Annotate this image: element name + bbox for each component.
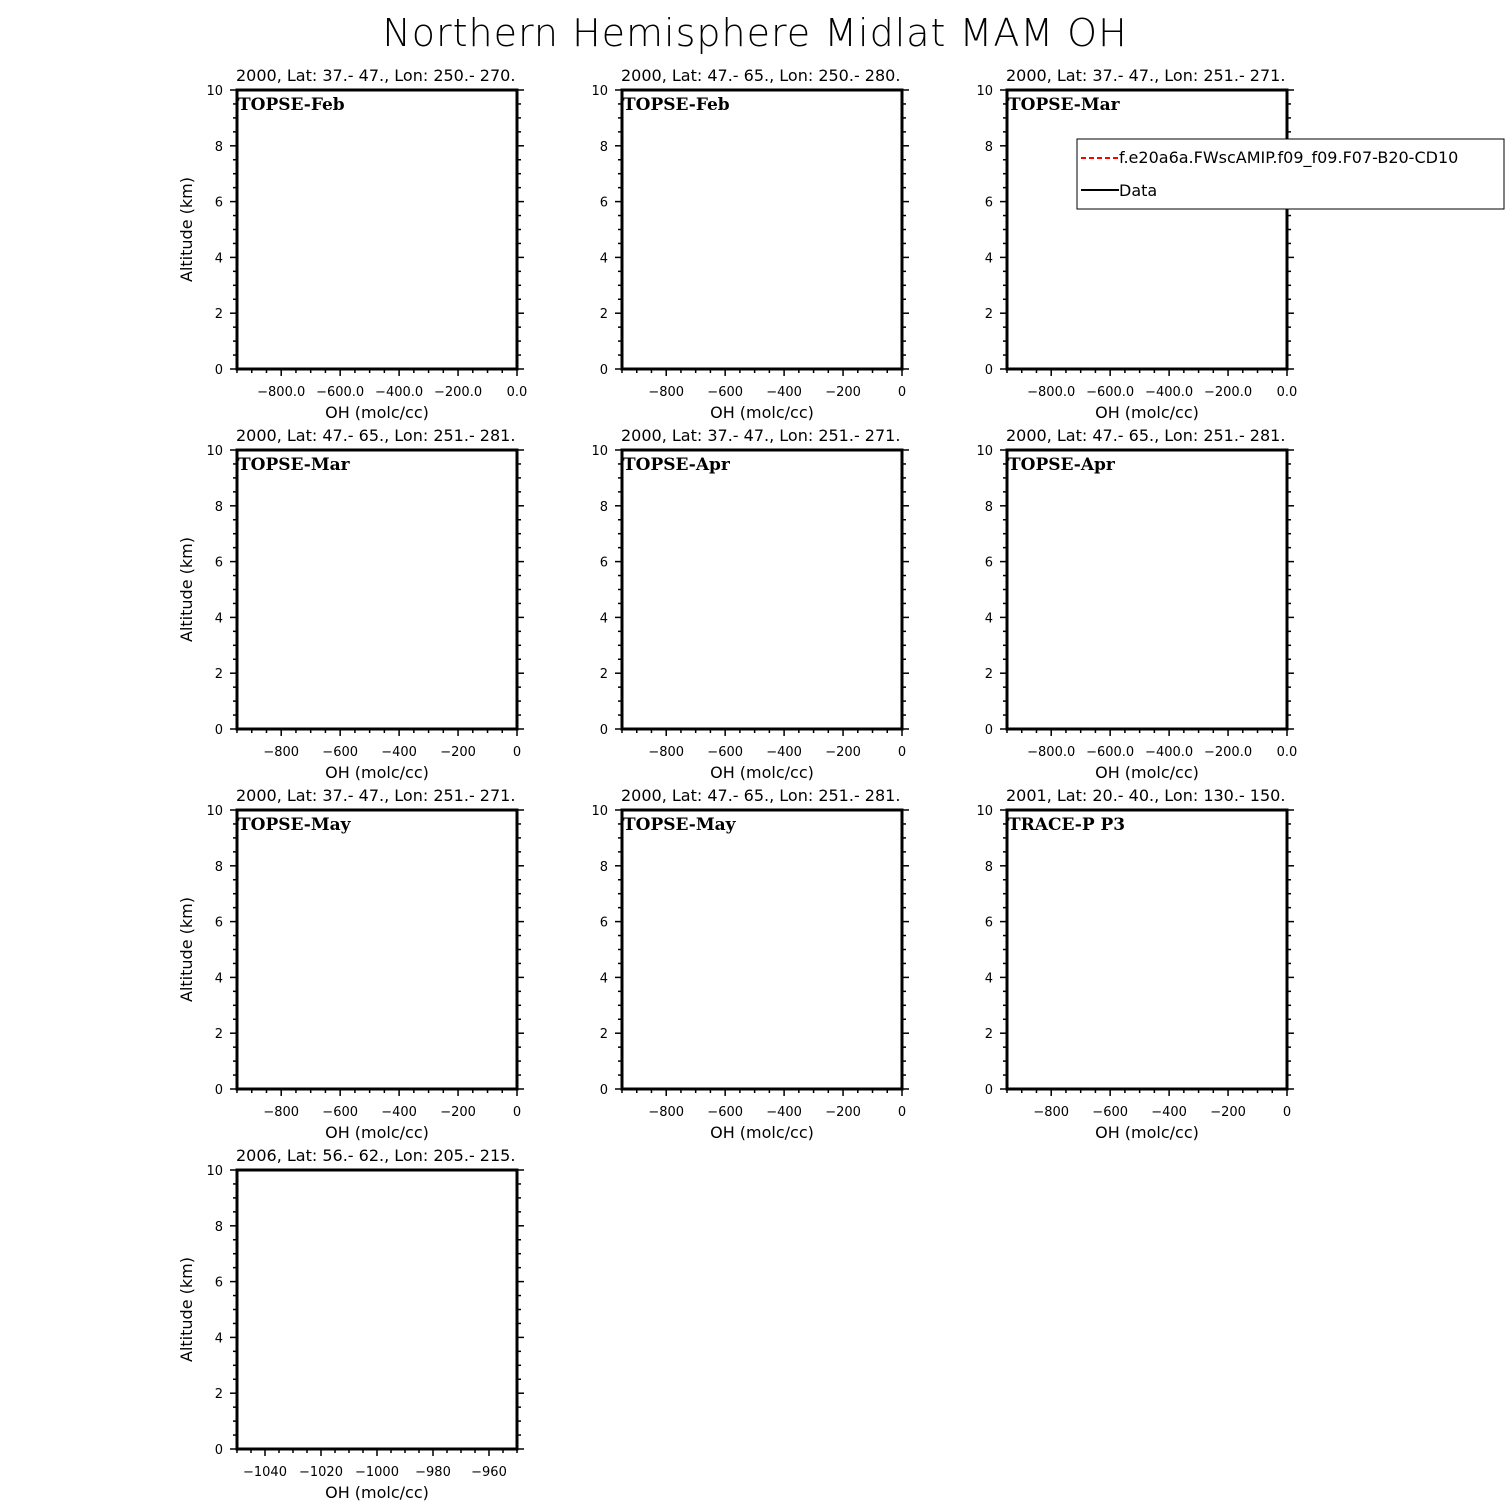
x-tick-label: −1040 — [243, 1465, 287, 1480]
x-tick-label: 0.0 — [1276, 385, 1298, 400]
y-tick-label: 8 — [984, 859, 993, 875]
x-tick-label: −400 — [766, 1105, 802, 1120]
y-tick-label: 4 — [214, 971, 223, 987]
x-tick-label: 0 — [512, 1105, 522, 1120]
panel-title: 2000, Lat: 47.- 65., Lon: 251.- 281. — [621, 786, 901, 805]
x-tick-label: 0.0 — [506, 385, 528, 400]
x-tick-label: −200 — [825, 385, 861, 400]
x-tick-label: −600.0 — [1086, 385, 1135, 400]
y-tick-label: 4 — [984, 611, 993, 627]
y-tick-label: 4 — [984, 251, 993, 267]
panel — [976, 786, 1294, 1142]
panel-title: 2000, Lat: 47.- 65., Lon: 251.- 281. — [1006, 426, 1286, 445]
y-tick-label: 0 — [984, 1083, 993, 1098]
x-tick-label: −980 — [415, 1465, 451, 1480]
panel-title: 2000, Lat: 37.- 47., Lon: 250.- 270. — [236, 66, 516, 85]
panels — [177, 66, 1297, 1502]
campaign-label: TOPSE-May — [623, 815, 736, 835]
y-axis-label: Altitude (km) — [177, 897, 196, 1002]
plot-frame — [237, 450, 517, 729]
y-tick-label: 10 — [206, 804, 223, 819]
y-tick-label: 6 — [214, 915, 223, 931]
plot-frame — [237, 810, 517, 1089]
x-tick-label: 0 — [512, 745, 522, 760]
x-axis-label: OH (molc/cc) — [1095, 1123, 1199, 1142]
y-tick-label: 4 — [599, 971, 608, 987]
y-tick-label: 2 — [984, 667, 993, 683]
x-tick-label: −200 — [1210, 1105, 1246, 1120]
y-tick-label: 2 — [599, 667, 608, 683]
x-tick-label: −400 — [766, 385, 802, 400]
x-axis-label: OH (molc/cc) — [325, 403, 429, 422]
y-tick-label: 8 — [599, 859, 608, 875]
plot-frame — [1007, 810, 1287, 1089]
y-tick-label: 10 — [976, 84, 993, 99]
x-tick-label: −400.0 — [375, 385, 424, 400]
x-tick-label: 0 — [897, 385, 907, 400]
x-tick-label: −600.0 — [1086, 745, 1135, 760]
y-tick-label: 2 — [214, 667, 223, 683]
x-tick-label: −400 — [381, 1105, 417, 1120]
y-tick-label: 6 — [984, 915, 993, 931]
panel-title: 2000, Lat: 47.- 65., Lon: 251.- 281. — [236, 426, 516, 445]
x-tick-label: −400.0 — [1145, 385, 1194, 400]
y-axis-label: Altitude (km) — [177, 537, 196, 642]
campaign-label: TOPSE-May — [238, 815, 351, 835]
x-axis-label: OH (molc/cc) — [1095, 403, 1199, 422]
x-tick-label: −800 — [648, 385, 685, 400]
y-tick-label: 8 — [214, 1219, 223, 1235]
y-tick-label: 10 — [976, 444, 993, 459]
y-tick-label: 8 — [599, 139, 608, 155]
y-tick-label: 10 — [591, 804, 608, 819]
plot-frame — [622, 90, 902, 369]
panel-title: 2000, Lat: 37.- 47., Lon: 251.- 271. — [236, 786, 516, 805]
y-tick-label: 4 — [214, 1331, 223, 1347]
x-tick-label: −800 — [1033, 1105, 1070, 1120]
campaign-label: TOPSE-Mar — [1008, 95, 1120, 115]
y-tick-label: 0 — [214, 1083, 223, 1098]
y-tick-label: 4 — [984, 971, 993, 987]
x-tick-label: −1020 — [299, 1465, 343, 1480]
plot-frame — [622, 810, 902, 1089]
panel — [177, 786, 524, 1142]
x-tick-label: −600 — [707, 745, 744, 760]
y-tick-label: 4 — [214, 611, 223, 627]
plot-frame — [1007, 450, 1287, 729]
y-axis-label: Altitude (km) — [177, 1257, 196, 1362]
y-tick-label: 0 — [599, 723, 608, 738]
x-tick-label: −600 — [707, 1105, 744, 1120]
panel-title: 2001, Lat: 20.- 40., Lon: 130.- 150. — [1006, 786, 1286, 805]
x-tick-label: −200 — [825, 745, 861, 760]
y-tick-label: 6 — [214, 555, 223, 571]
x-tick-label: −600.0 — [316, 385, 365, 400]
y-tick-label: 4 — [599, 251, 608, 267]
y-tick-label: 2 — [984, 307, 993, 323]
panel — [177, 1146, 524, 1502]
panel-title: 2000, Lat: 37.- 47., Lon: 251.- 271. — [1006, 66, 1286, 85]
legend-label-data: Data — [1119, 181, 1158, 200]
x-tick-label: −200.0 — [1203, 385, 1253, 400]
panel — [976, 426, 1297, 782]
y-tick-label: 0 — [599, 363, 608, 378]
y-tick-label: 0 — [984, 363, 993, 378]
y-tick-label: 6 — [984, 555, 993, 571]
x-axis-label: OH (molc/cc) — [1095, 763, 1199, 782]
campaign-label: TOPSE-Feb — [623, 95, 730, 115]
panel-title: 2000, Lat: 47.- 65., Lon: 250.- 280. — [621, 66, 901, 85]
y-tick-label: 10 — [976, 804, 993, 819]
x-tick-label: −1000 — [355, 1465, 399, 1480]
panel — [591, 66, 909, 422]
x-tick-label: −400 — [1151, 1105, 1187, 1120]
legend — [1077, 139, 1504, 209]
y-tick-label: 6 — [214, 195, 223, 211]
y-tick-label: 0 — [214, 1443, 223, 1458]
y-tick-label: 10 — [206, 444, 223, 459]
plot-frame — [237, 1170, 517, 1449]
plot-frame — [237, 90, 517, 369]
x-tick-label: 0 — [897, 1105, 907, 1120]
y-tick-label: 2 — [984, 1027, 993, 1043]
y-tick-label: 2 — [599, 1027, 608, 1043]
campaign-label: TOPSE-Apr — [1008, 455, 1115, 475]
panel — [177, 66, 527, 422]
y-tick-label: 10 — [591, 444, 608, 459]
x-tick-label: −400 — [381, 745, 417, 760]
x-tick-label: −200.0 — [1203, 745, 1253, 760]
x-tick-label: −800.0 — [1027, 745, 1076, 760]
x-tick-label: 0 — [1282, 1105, 1292, 1120]
x-tick-label: −600 — [707, 385, 744, 400]
x-tick-label: −400 — [766, 745, 802, 760]
x-tick-label: −800.0 — [1027, 385, 1076, 400]
x-axis-label: OH (molc/cc) — [325, 1123, 429, 1142]
plot-frame — [622, 450, 902, 729]
y-tick-label: 10 — [206, 84, 223, 99]
campaign-label: TOPSE-Apr — [623, 455, 730, 475]
x-tick-label: −800.0 — [257, 385, 306, 400]
campaign-label: TOPSE-Mar — [238, 455, 350, 475]
x-axis-label: OH (molc/cc) — [710, 763, 814, 782]
y-tick-label: 10 — [206, 1164, 223, 1179]
y-tick-label: 8 — [214, 139, 223, 155]
x-tick-label: 0.0 — [1276, 745, 1298, 760]
x-tick-label: −800 — [263, 745, 300, 760]
figure-title: Northern Hemisphere Midlat MAM OH — [382, 11, 1128, 55]
y-axis-label: Altitude (km) — [177, 177, 196, 282]
panel — [591, 426, 909, 782]
x-axis-label: OH (molc/cc) — [325, 1483, 429, 1502]
campaign-label: TRACE-P P3 — [1008, 815, 1126, 835]
x-tick-label: −400.0 — [1145, 745, 1194, 760]
y-tick-label: 6 — [214, 1275, 223, 1291]
panel-title: 2006, Lat: 56.- 62., Lon: 205.- 215. — [236, 1146, 516, 1165]
x-axis-label: OH (molc/cc) — [710, 1123, 814, 1142]
x-tick-label: −200 — [440, 1105, 476, 1120]
y-tick-label: 0 — [599, 1083, 608, 1098]
x-tick-label: −200 — [825, 1105, 861, 1120]
y-tick-label: 4 — [599, 611, 608, 627]
x-axis-label: OH (molc/cc) — [710, 403, 814, 422]
x-tick-label: −800 — [263, 1105, 300, 1120]
y-tick-label: 4 — [214, 251, 223, 267]
x-tick-label: −600 — [1092, 1105, 1129, 1120]
x-tick-label: −600 — [322, 745, 359, 760]
y-tick-label: 10 — [591, 84, 608, 99]
y-tick-label: 6 — [599, 195, 608, 211]
y-tick-label: 2 — [214, 1027, 223, 1043]
y-tick-label: 0 — [214, 723, 223, 738]
y-tick-label: 2 — [214, 1387, 223, 1403]
y-tick-label: 2 — [599, 307, 608, 323]
legend-label-model: f.e20a6a.FWscAMIP.f09_f09.F07-B20-CD10 — [1119, 148, 1459, 167]
y-tick-label: 6 — [599, 555, 608, 571]
plot-frame — [1007, 90, 1287, 369]
panel — [591, 786, 909, 1142]
y-tick-label: 8 — [599, 499, 608, 515]
y-tick-label: 2 — [214, 307, 223, 323]
panel — [976, 66, 1297, 422]
y-tick-label: 8 — [214, 499, 223, 515]
panel-title: 2000, Lat: 37.- 47., Lon: 251.- 271. — [621, 426, 901, 445]
y-tick-label: 0 — [214, 363, 223, 378]
x-tick-label: 0 — [897, 745, 907, 760]
panel — [177, 426, 524, 782]
y-tick-label: 8 — [984, 499, 993, 515]
y-tick-label: 8 — [214, 859, 223, 875]
x-tick-label: −800 — [648, 745, 685, 760]
x-tick-label: −200 — [440, 745, 476, 760]
y-tick-label: 6 — [599, 915, 608, 931]
y-tick-label: 0 — [984, 723, 993, 738]
x-axis-label: OH (molc/cc) — [325, 763, 429, 782]
x-tick-label: −600 — [322, 1105, 359, 1120]
x-tick-label: −960 — [471, 1465, 507, 1480]
y-tick-label: 8 — [984, 139, 993, 155]
y-tick-label: 6 — [984, 195, 993, 211]
campaign-label: TOPSE-Feb — [238, 95, 345, 115]
x-tick-label: −800 — [648, 1105, 685, 1120]
x-tick-label: −200.0 — [433, 385, 483, 400]
